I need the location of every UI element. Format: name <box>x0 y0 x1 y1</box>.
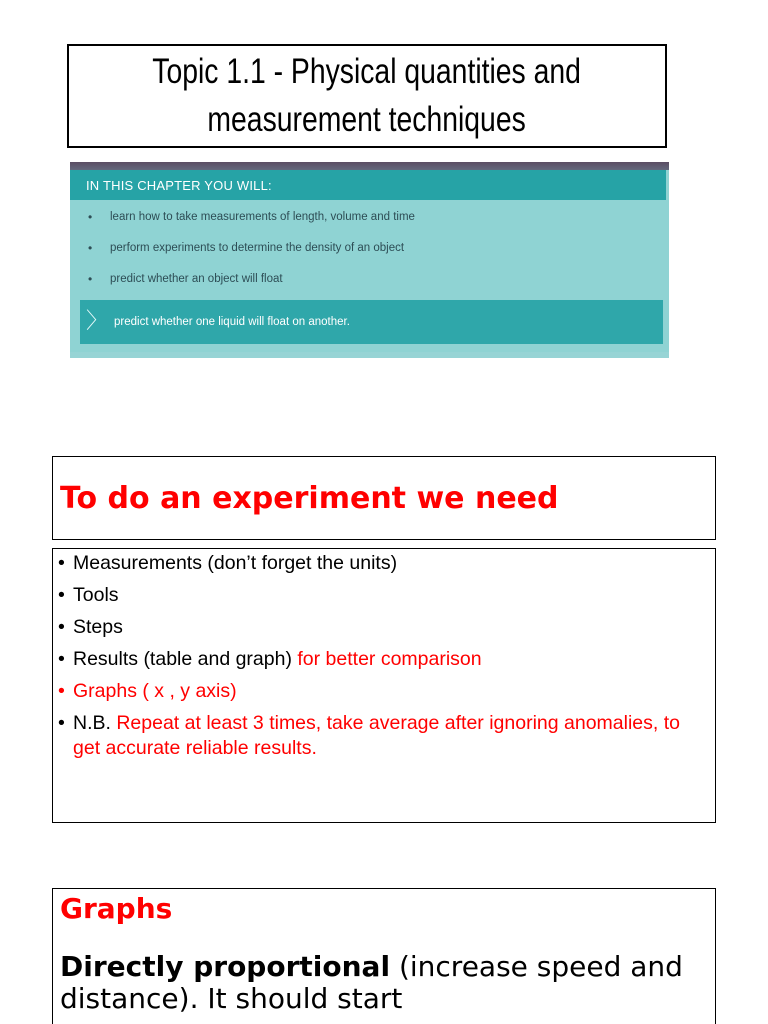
chapter-item <box>88 272 283 286</box>
chapter-item-text: perform experiments to determine the density of an object <box>110 242 405 254</box>
list-item-tools <box>58 583 707 608</box>
experiment-heading: To do an experiment we need <box>60 480 559 516</box>
chapter-footer-text: predict whether one liquid will float on another. <box>114 316 350 328</box>
list-item-text: Graphs ( x , y axis) <box>73 680 237 702</box>
bullet-icon: • <box>88 272 93 286</box>
list-item-text: Measurements (don’t forget the units) <box>73 552 398 574</box>
list-item-results <box>58 647 707 672</box>
list-item-steps <box>58 615 707 640</box>
graphs-title: Graphs <box>60 892 173 925</box>
topic-title-line2: measurement techniques <box>207 100 527 139</box>
list-item-text: N.B. <box>73 712 117 734</box>
list-item-text: Results (table and graph) <box>73 648 298 670</box>
list-item-text: Steps <box>73 616 123 638</box>
chapter-item <box>88 241 404 255</box>
chevron-right-icon: 〉 <box>86 309 109 334</box>
list-item-nb <box>58 711 707 761</box>
list-item-highlight: Repeat at least 3 times, take average after ignoring anomalies, to get accurate reliable results. <box>73 712 680 759</box>
topic-title-line1: Topic 1.1 - Physical quantities and <box>152 52 582 91</box>
chapter-footer <box>80 300 663 344</box>
bullet-icon: • <box>88 241 93 255</box>
list-item-measurements <box>58 551 707 576</box>
bullet-icon: • <box>88 210 93 224</box>
graphs-body <box>60 951 707 1015</box>
graphs-body-text: (increase speed and distance). It should start <box>60 950 683 1015</box>
topic-title <box>129 48 605 144</box>
chapter-item-text: learn how to take measurements of length, volume and time <box>110 211 415 223</box>
experiment-heading-box <box>52 456 716 540</box>
experiment-list-box <box>52 548 716 823</box>
graphs-bold-term: Directly proportional <box>60 950 391 983</box>
chapter-item-text: predict whether an object will float <box>110 273 283 285</box>
chapter-item <box>88 210 415 224</box>
chapter-header-text: IN THIS CHAPTER YOU WILL: <box>86 177 272 193</box>
list-item-highlight: for better comparison <box>297 648 482 670</box>
chapter-objectives-image <box>70 162 669 358</box>
topic-title-box <box>67 44 667 148</box>
list-item-graphs <box>58 679 707 704</box>
chapter-header <box>70 170 666 200</box>
list-item-text: Tools <box>73 584 119 606</box>
graphs-box <box>52 888 716 1024</box>
